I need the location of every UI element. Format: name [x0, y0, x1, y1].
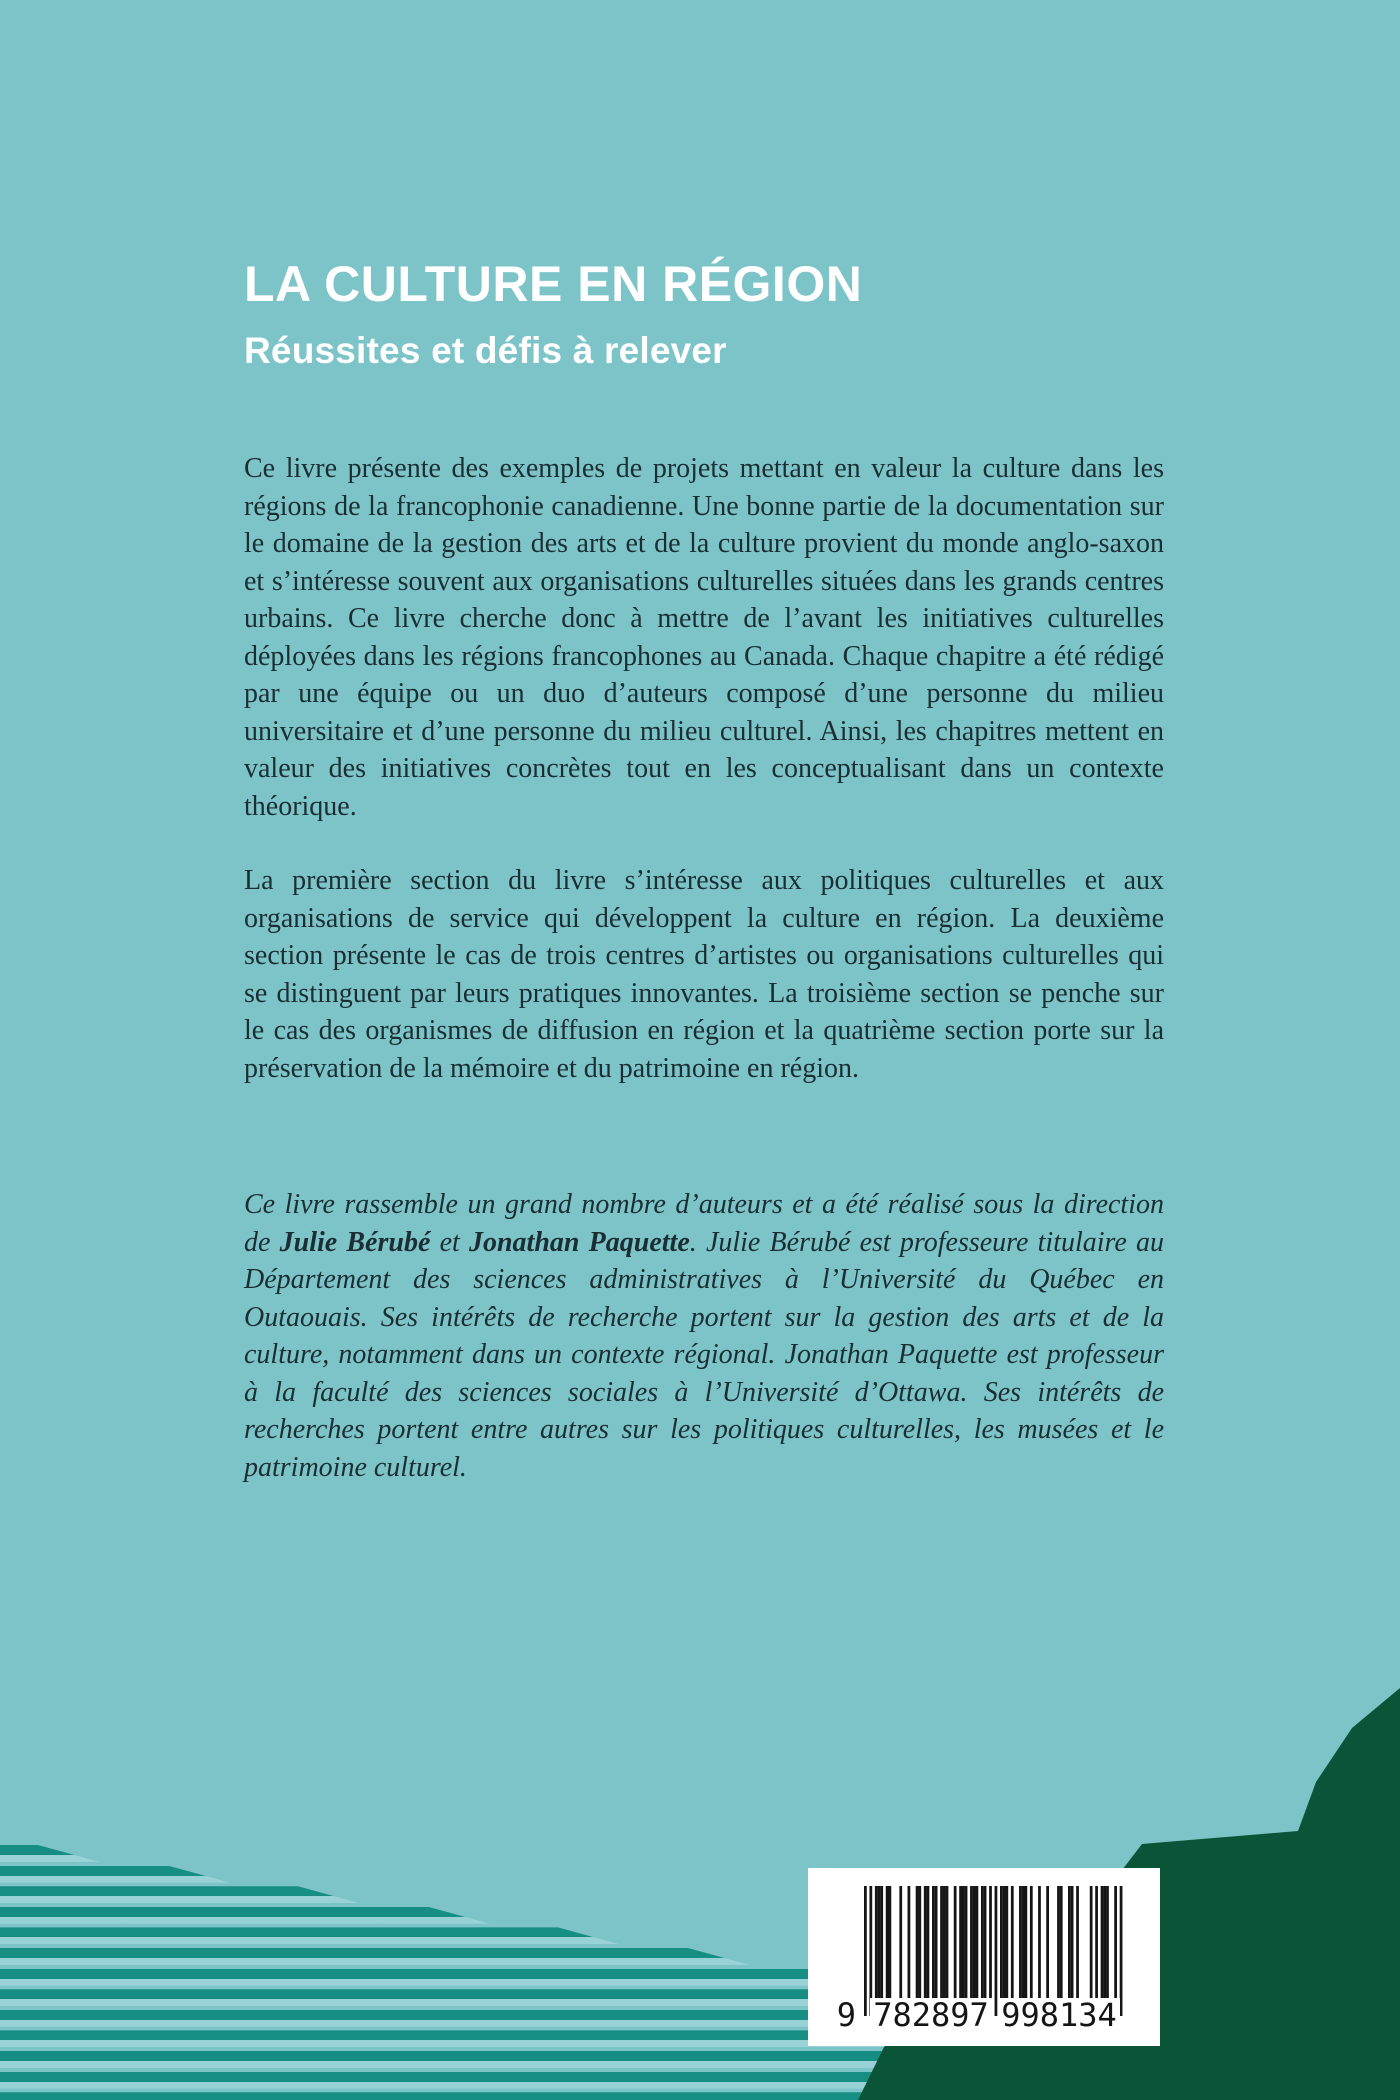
- barcode-bar: [932, 1886, 935, 2000]
- barcode-bar: [899, 1886, 902, 2000]
- description-paragraph-1: Ce livre présente des exemples de projets mettant en valeur la culture dans les régions de la francophonie canadienne. Une bonne partie de la documentation sur le domaine de la gestion des arts et de la culture provient du monde anglo-saxon et s’intéresse souvent aux organisations culturelles situées dans les grands centres urbains. Ce livre cherche donc à mettre de l’avant les initiatives culturelles déployées dans les régions francophones au Canada. Chaque chapitre a été rédigé par une équipe ou un duo d’auteurs composé d’une personne du milieu universitaire et d’une personne du milieu culturel. Ainsi, les chapitres mettent en valeur des initiatives concrètes tout en les conceptualisant dans un contexte théorique.: [244, 453, 1164, 822]
- barcode-bar: [1022, 1886, 1025, 2000]
- barcode-digit-group-3: 998134: [998, 1998, 1120, 2032]
- barcode-bar: [943, 1886, 946, 2000]
- barcode-bar: [916, 1886, 919, 2000]
- barcode-bar: [970, 1886, 973, 2000]
- book-title: LA CULTURE EN RÉGION: [244, 256, 863, 312]
- barcode-bar: [1019, 1886, 1022, 2000]
- barcode-bar: [1046, 1886, 1049, 2000]
- barcode-bar: [1106, 1886, 1109, 2000]
- barcode-bar: [908, 1886, 911, 2000]
- barcode-bar: [981, 1886, 984, 2000]
- barcode-bar: [1000, 1886, 1003, 2000]
- isbn-barcode-panel: [808, 1868, 1160, 2046]
- editor-name-jonathan-paquette: Jonathan Paquette: [468, 1226, 690, 1258]
- barcode-bar: [1090, 1886, 1093, 2000]
- barcode-bar: [875, 1886, 878, 2000]
- barcode-bar: [1101, 1886, 1104, 2000]
- barcode-bar: [1103, 1886, 1106, 2000]
- barcode-bar: [989, 1886, 992, 2016]
- barcode-bar: [965, 1886, 968, 2000]
- barcode-bar: [864, 1886, 867, 2016]
- barcode-bar: [984, 1886, 987, 2000]
- barcode-bar: [1030, 1886, 1033, 2000]
- barcode-digit-group-1: 9: [824, 1998, 856, 2032]
- description-block: [244, 450, 1164, 1087]
- barcode-bar: [886, 1886, 889, 2000]
- barcode-bar: [869, 1886, 872, 2016]
- editor-name-julie-berube: Julie Bérubé: [279, 1226, 431, 1258]
- barcode-bar: [954, 1886, 957, 2000]
- barcode-bar: [1120, 1886, 1123, 2016]
- barcode-bar: [924, 1886, 927, 2000]
- barcode-bar: [973, 1886, 976, 2000]
- barcode-digit-group-2: 782897: [870, 1998, 992, 2032]
- barcode-bar: [1060, 1886, 1063, 2000]
- barcode-bar: [962, 1886, 965, 2000]
- barcode-bar: [1095, 1886, 1098, 2000]
- editors-bio-text: [244, 1186, 1164, 1486]
- barcode-bar: [888, 1886, 891, 2000]
- barcode-bar: [1038, 1886, 1041, 2000]
- barcode-bar: [927, 1886, 930, 2000]
- bio-lead: Ce livre rassemble un grand nombre d’auteurs et a été réalisé sous la direction de: [244, 1189, 1164, 1258]
- bio-rest: . Julie Bérubé est professeure titulaire au Département des sciences administratives à l’Université du Québec en Outaouais. Ses intérêts de recherche portent sur la gestion des arts et de la culture, notamment dans un contexte régional. Jonathan Paquette est professeur à la faculté des sciences sociales à l’Université d’Ottawa. Ses intérêts de recherches portent entre autres sur les politiques culturelles, les musées et le patrimoine culturel.: [244, 1226, 1164, 1483]
- bio-connector: et: [430, 1226, 469, 1258]
- title-block: [244, 256, 1204, 372]
- description-paragraph-2: La première section du livre s’intéresse aux politiques culturelles et aux organisations de service qui développent la culture en région. La deuxième section présente le cas de trois centres d’artistes ou organisations culturelles qui se distinguent par leurs pratiques innovantes. La troisième section se penche sur le cas des organismes de diffusion en région et la quatrième section porte sur la préservation de la mémoire et du patrimoine en région.: [244, 865, 1164, 1084]
- editors-bio-block: [244, 1186, 1164, 1486]
- barcode-bar: [880, 1886, 883, 2000]
- barcode-bar: [1005, 1886, 1008, 2000]
- barcode-bar: [995, 1886, 998, 2016]
- barcode-bar: [1068, 1886, 1071, 2000]
- barcode-bar: [1057, 1886, 1060, 2000]
- barcode-bar: [878, 1886, 881, 2000]
- book-subtitle: Réussites et défis à relever: [244, 330, 727, 371]
- barcode-bar: [959, 1886, 962, 2000]
- barcode-bar: [935, 1886, 938, 2000]
- barcode-bar: [946, 1886, 949, 2000]
- barcode-bar: [918, 1886, 921, 2000]
- barcode-bar: [1003, 1886, 1006, 2000]
- barcode-bar: [940, 1886, 943, 2000]
- barcode-bar: [1076, 1886, 1079, 2000]
- barcode-bar: [1011, 1886, 1014, 2000]
- barcode-bar: [1071, 1886, 1074, 2000]
- barcode-bar: [976, 1886, 979, 2000]
- barcode-bar: [1024, 1886, 1027, 2000]
